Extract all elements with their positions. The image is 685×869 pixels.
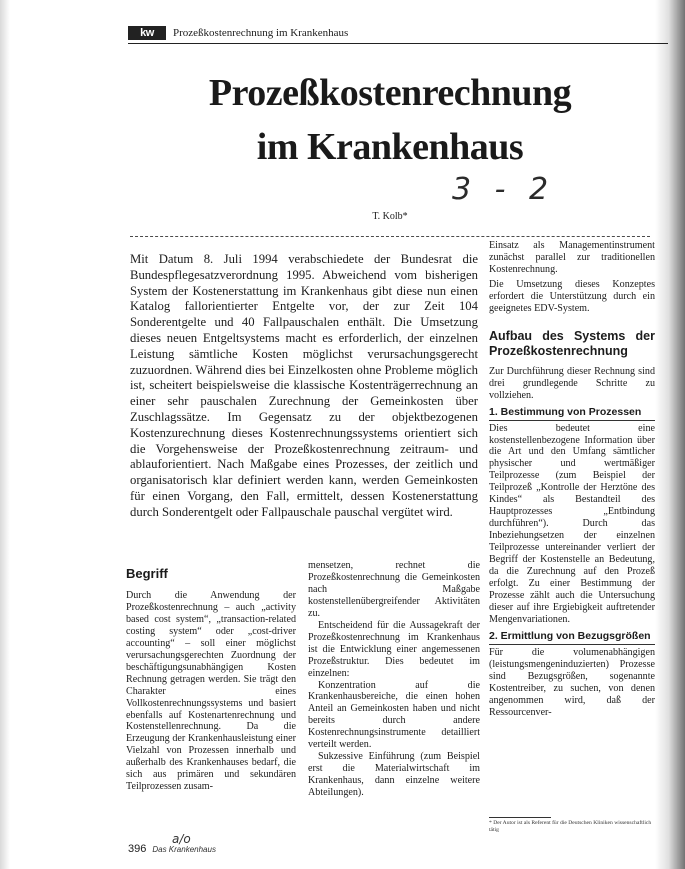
intro-paragraph <box>130 252 478 521</box>
side-paragraph-1: Einsatz als Managementinstrument zunächst parallel zur traditionellen Kostenrechnung. <box>489 240 655 275</box>
handwritten-annotation: 3 - 2 <box>452 172 556 207</box>
subheading-bezugsgroessen: 2. Ermittlung von Bezugsgrößen <box>489 630 655 645</box>
heading-begriff: Begriff <box>126 566 168 581</box>
journal-logo: kw <box>128 26 166 40</box>
footnote: * Der Autor ist als Referent für die Deutschen Kliniken wissenschaftlich tätig <box>489 820 652 833</box>
column-right <box>489 240 655 719</box>
author-line: T. Kolb* <box>372 211 408 222</box>
col3-paragraph-2: Entscheidend für die Aussagekraft der Prozeßkostenrechnung im Krankenhaus ist die Entwicklung einer angemessenen Prozeßstruktur. Dies bedeutet im einzelnen: <box>308 619 480 679</box>
scan-shadow-left <box>0 0 10 869</box>
side-paragraph-2: Die Umsetzung dieses Konzeptes erfordert die Unterstützung durch ein geeignetes EDV-System. <box>489 278 655 314</box>
title-line-2: im Krankenhaus <box>256 126 524 168</box>
footnote-rule <box>489 817 551 818</box>
begriff-text: Durch die Anwendung der Prozeßkostenrechnung – auch „activity based cost system“, „transaction-related costing system“ oder „cost-driver accounting“ – soll einer möglichst verursachungsgerechten Zuordnung der beschäftigungsunabhängigen Kosten Rechnung getragen werden. Sie trägt den Charakter eines Vollkostenrechnungssystems und basiert ebenfalls auf Kostenartenrechnung und Kostenstellenrechnung. Da die Erzeugung der Krankenhausleistung einer Vielzahl von Prozessen innerhalb und außerhalb des Krankenhauses bedarf, die sich aus primären und sekundären Teilprozessen zusam- <box>126 590 296 793</box>
heading-aufbau: Aufbau des Systems der Prozeßkostenrechnung <box>489 328 655 359</box>
subheading-bestimmung: 1. Bestimmung von Prozessen <box>489 406 655 421</box>
running-header <box>128 22 668 44</box>
handwritten-mark: a/o <box>172 832 191 846</box>
section-rule <box>130 236 650 237</box>
col3-paragraph-4: Sukzessive Einführung (zum Beispiel erst die Materialwirtschaft im Krankenhaus, dann einzelne weitere Abteilungen). <box>308 751 480 799</box>
col3-paragraph-1: mensetzen, rechnet die Prozeßkostenrechnung die Gemeinkosten nach Maßgabe kostenstellenübergreifender Aktivitäten zu. <box>308 560 480 619</box>
page-number: 396 <box>128 843 147 855</box>
col3-paragraph-3: Konzentration auf die Krankenhausbereiche, die einen hohen Anteil an Gemeinkosten haben und nicht bereits durch andere Kostenrechnungsinstrumente detailliert verteilt werden. <box>308 679 480 751</box>
bestimmung-text: Dies bedeutet eine kostenstellenbezogene Information über die Art und den Umfang sämtlicher physischer und wertmäßiger Teilprozesse (zum Beispiel der Teilprozeß „Kontrolle der Herztöne des Kindes“ als Bestandteil des Hauptprozesses „Entbindung durchführen“). Durch das Inbeziehungsetzen der einzelnen Teilprozesse untereinander verliert der Begriff der Kostenstelle an Bedeutung, da die Zurechnung auf den Prozeß erfolgt. Zu einer Bestimmung der Prozesse zählt auch die Untersuchung dieser auf ihre Ergiebigkeit auftretender Mengenvariationen. <box>489 422 655 625</box>
aufbau-text: Zur Durchführung dieser Rechnung sind drei grundlegende Schritte zu vollziehen. <box>489 365 655 401</box>
running-title: Prozeßkostenrechnung im Krankenhaus <box>173 27 349 39</box>
column-prozessstruktur <box>308 560 480 799</box>
article-title <box>110 66 670 174</box>
intro-text: Mit Datum 8. Juli 1994 verabschiedete der Bundesrat die Bundespflegesatzverordnung 1995. Abweichend vom bisherigen System der Kostenerstattung im Krankenhaus gibt diese nun einen Katalog fallorientierter Entgelte vor, der zur Zeit 104 Sonderentgelte und 40 Fallpauschalen enthält. Die Umsetzung dieses neuen Entgeltsystems macht es erforderlich, der einzelnen Leistung sämtliche Kosten möglichst verursachungsgerecht zuzuordnen. Während dies bei Einzelkosten ohne Probleme möglich ist, scheitert beispielsweise die klassische Kostenträgerrechnung an einer sehr pauschalen Zurechnung der Gemeinkosten über Zuschlagssätze. Im Gegensatz zu der objektbezogenen Kostenzurechnung dieses Kostenrechnungssystems orientiert sich die Vorgehensweise der Prozeßkostenrechnung zeitraum- und ablauforientiert. Nach Maßgabe eines Prozesses, der zeitlich und organisatorisch klar definiert werden kann, werden Gemeinkosten für einen Vorgang, den Fall, ermittelt, dessen Kostenerstattung durch Sonderentgelt oder Fallpauschale pauschal vergütet wird. <box>130 252 478 519</box>
header-rule <box>128 43 668 44</box>
page-footer <box>128 843 216 855</box>
title-line-1: Prozeßkostenrechnung <box>208 72 572 114</box>
bezugsgroessen-text: Für die volumenabhängigen (leistungsmengeninduzierten) Prozesse sind Bezugsgrößen, sogenannte Kostentreiber, zu suchen, von denen angenommen wird, daß der Ressourcenver- <box>489 646 655 718</box>
column-begriff <box>126 566 296 793</box>
journal-source: Das Krankenhaus <box>152 845 216 854</box>
